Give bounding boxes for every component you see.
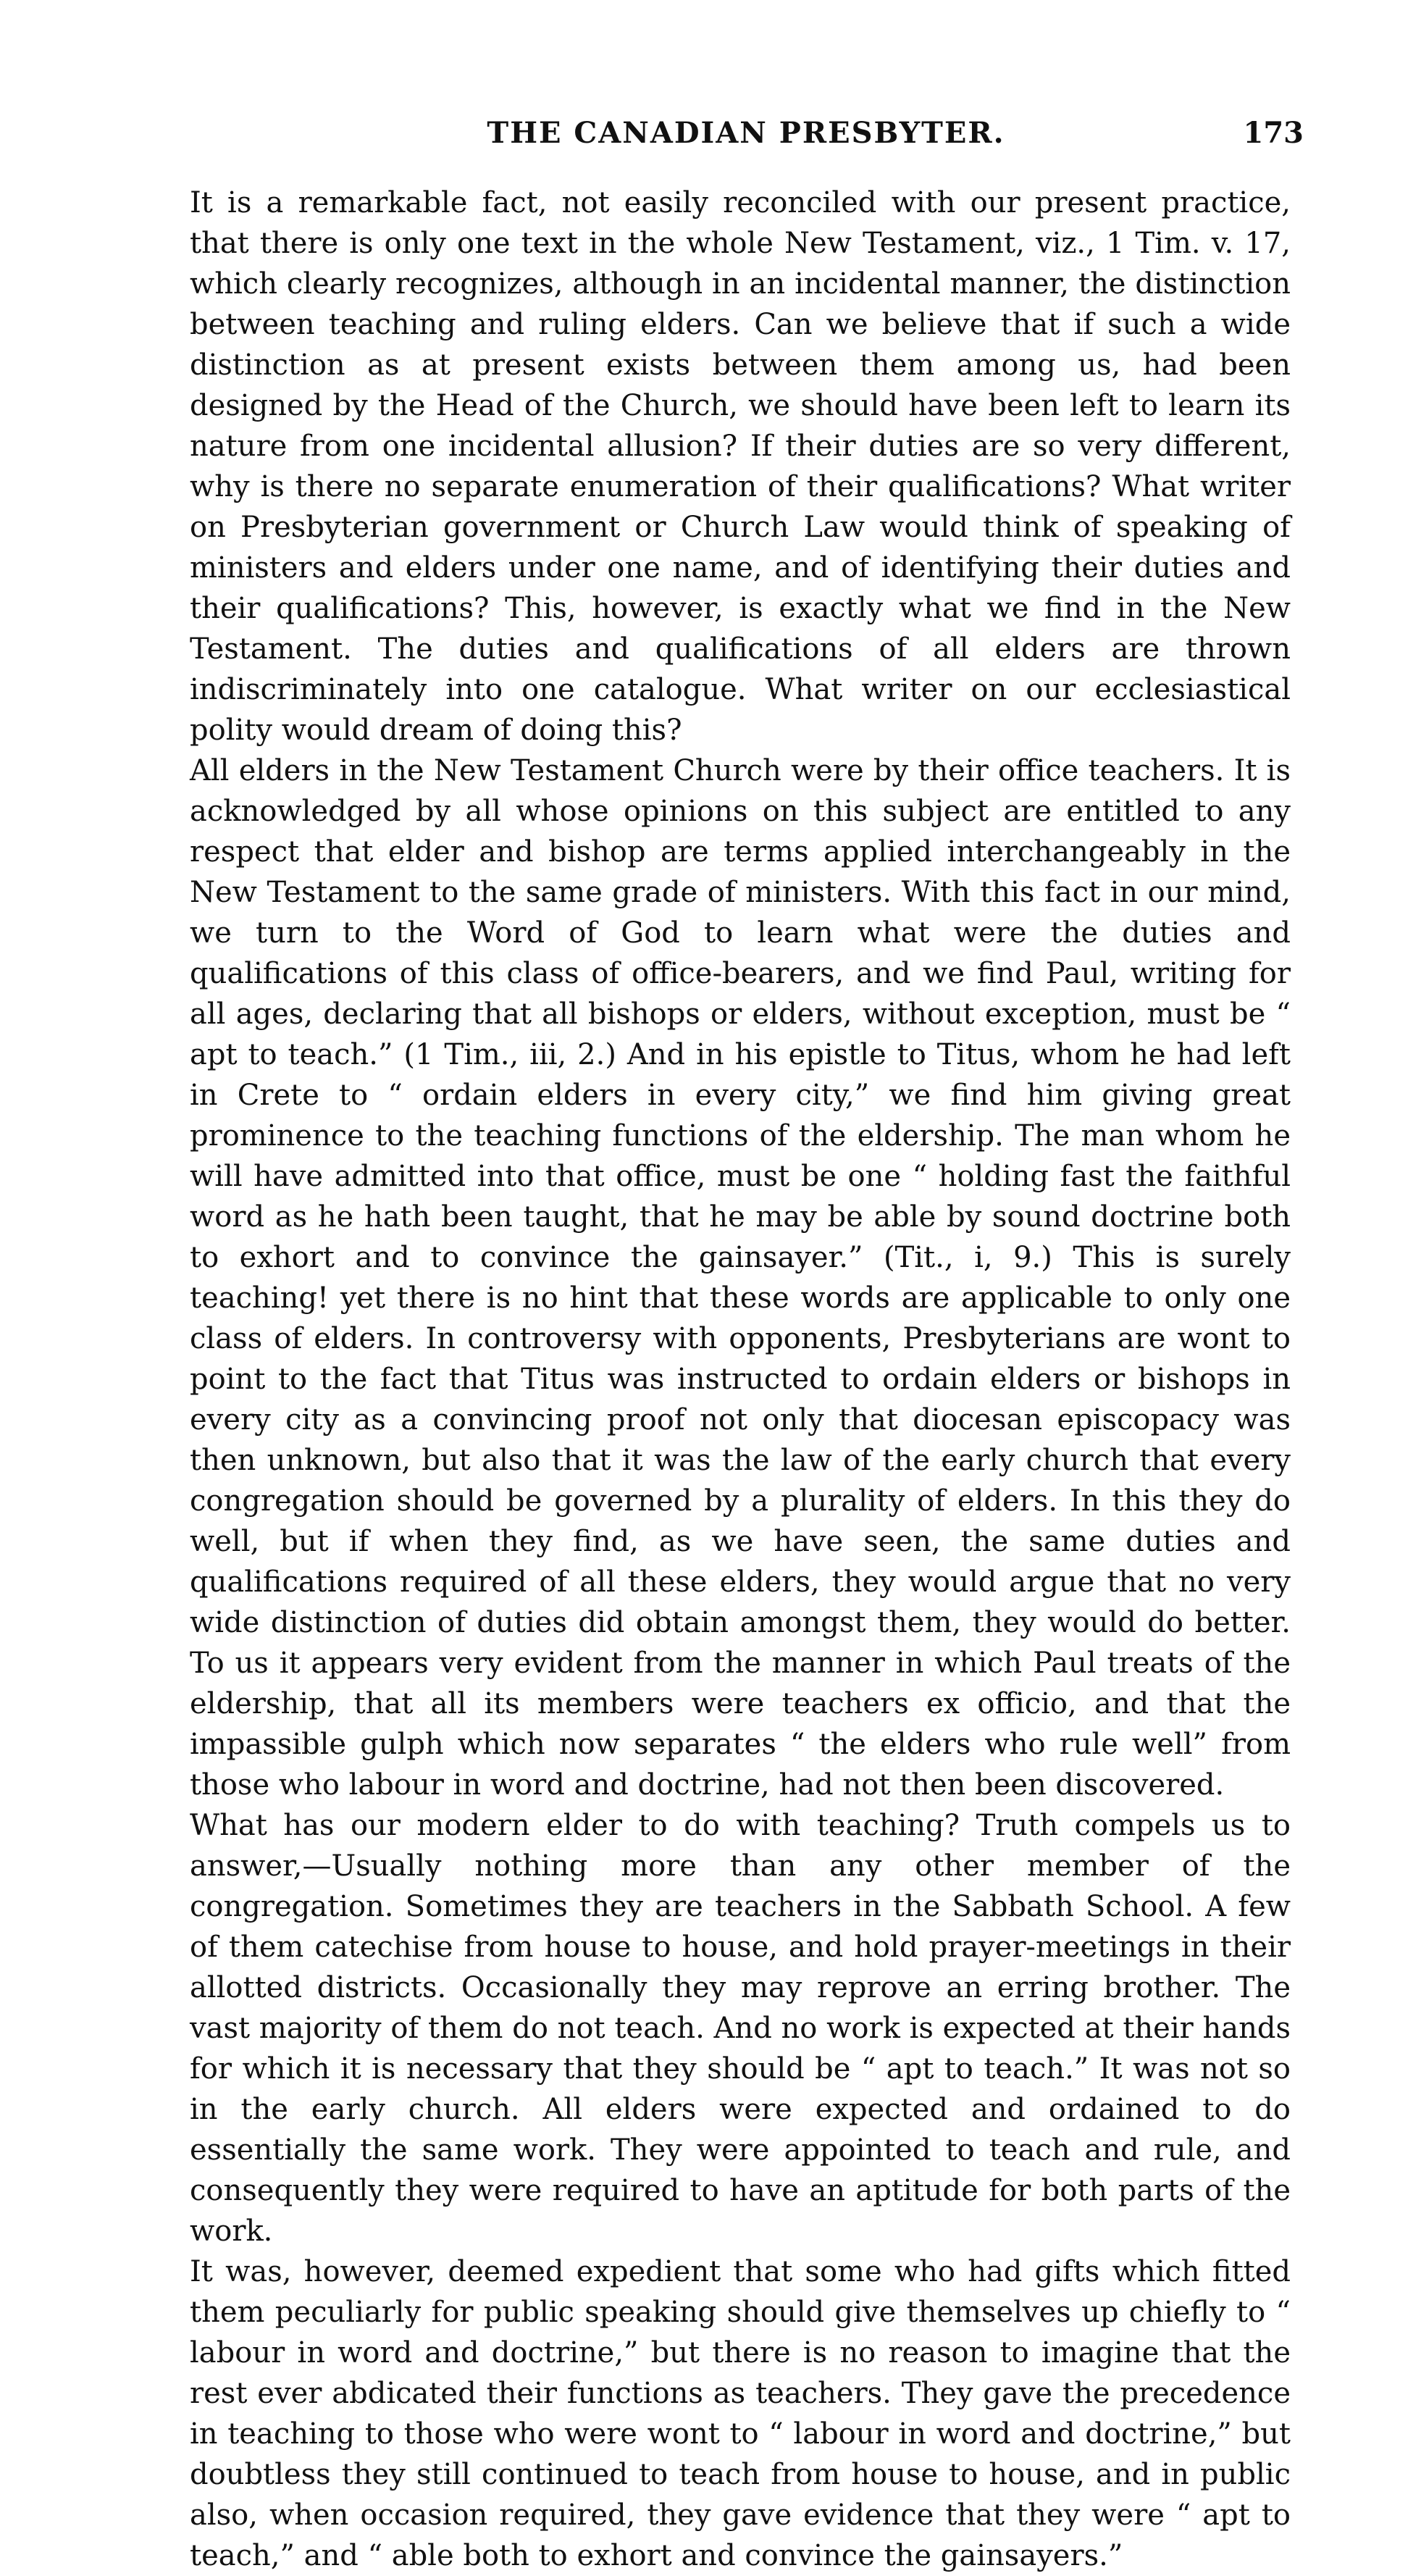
paragraph: It was, however, deemed expedient that some who had gifts which fitted them peculiarly for public speaking should give themselves up chiefly to “ labour in word and doctrine,” but there is no reason to imagine that the rest ever abdicated their functions as teachers. They gave the precedence in teaching to those who were wont to “ labour in word and doctrine,” but doubtless they still continued to teach from house to house, and in public also, when occasion required, they gave evidence that they were “ apt to teach,” and “ able both to exhort and convince the gainsayers.” bbox=[190, 2255, 1291, 2572]
paragraph: What has our modern elder to do with teaching? Truth compels us to answer,—Usually nothing more than any other member of the congregation. Sometimes they are teachers in the Sabbath School. A few of them catechise from house to house, and hold prayer-meetings in their allotted districts. Occasionally they may reprove an erring brother. The vast majority of them do not teach. And no work is expected at their hands for which it is necessary that they should be “ apt to teach.” It was not so in the early church. All elders were expected and ordained to do essentially the same work. They were appointed to teach and rule, and consequently they were required to have an aptitude for both parts of the work. bbox=[190, 1809, 1291, 2248]
page-number: 173 bbox=[1243, 116, 1304, 150]
running-head: THE CANADIAN PRESBYTER. bbox=[487, 116, 1005, 150]
page-header bbox=[188, 116, 1304, 167]
paragraph: It is a remarkable fact, not easily reconciled with our present practice, that there is only one text in the whole New Testament, viz., 1 Tim. v. 17, which clearly recognizes, although in an incidental manner, the distinction between teaching and ruling elders. Can we believe that if such a wide distinction as at present exists between them among us, had been designed by the Head of the Church, we should have been left to learn its nature from one incidental allusion? If their duties are so very different, why is there no separate enumeration of their qualifications? What writer on Presbyterian government or Church Law would think of speaking of ministers and elders under one name, and of identifying their duties and their qualifications? This, however, is exactly what we find in the New Testament. The duties and qualifications of all elders are thrown indiscriminately into one catalogue. What writer on our ecclesiastical polity would dream of doing this? bbox=[190, 186, 1291, 747]
body-text bbox=[190, 183, 1291, 2576]
paragraph: All elders in the New Testament Church were by their office teachers. It is acknowledged by all whose opinions on this subject are entitled to any respect that elder and bishop are terms applied interchangeably in the New Testament to the same grade of ministers. With this fact in our mind, we turn to the Word of God to learn what were the duties and qualifications of this class of office-bearers, and we find Paul, writing for all ages, declaring that all bishops or elders, without exception, must be “ apt to teach.” (1 Tim., iii, 2.) And in his epistle to Titus, whom he had left in Crete to “ ordain elders in every city,” we find him giving great prominence to the teaching functions of the eldership. The man whom he will have admitted into that office, must be one “ holding fast the faithful word as he hath been taught, that he may be able by sound doctrine both to exhort and to convince the gainsayer.” (Tit., i, 9.) This is surely teaching! yet there is no hint that these words are applicable to only one class of elders. In controversy with opponents, Presbyterians are wont to point to the fact that Titus was instructed to ordain elders or bishops in every city as a convincing proof not only that diocesan episcopacy was then unknown, but also that it was the law of the early church that every congregation should be governed by a plurality of elders. In this they do well, but if when they find, as we have seen, the same duties and qualifications required of all these elders, they would argue that no very wide distinction of duties did obtain amongst them, they would do better. To us it appears very evident from the manner in which Paul treats of the eldership, that all its members were teachers ex officio, and that the impassible gulph which now separates “ the elders who rule well” from those who labour in word and doctrine, had not then been discovered. bbox=[190, 754, 1291, 1802]
